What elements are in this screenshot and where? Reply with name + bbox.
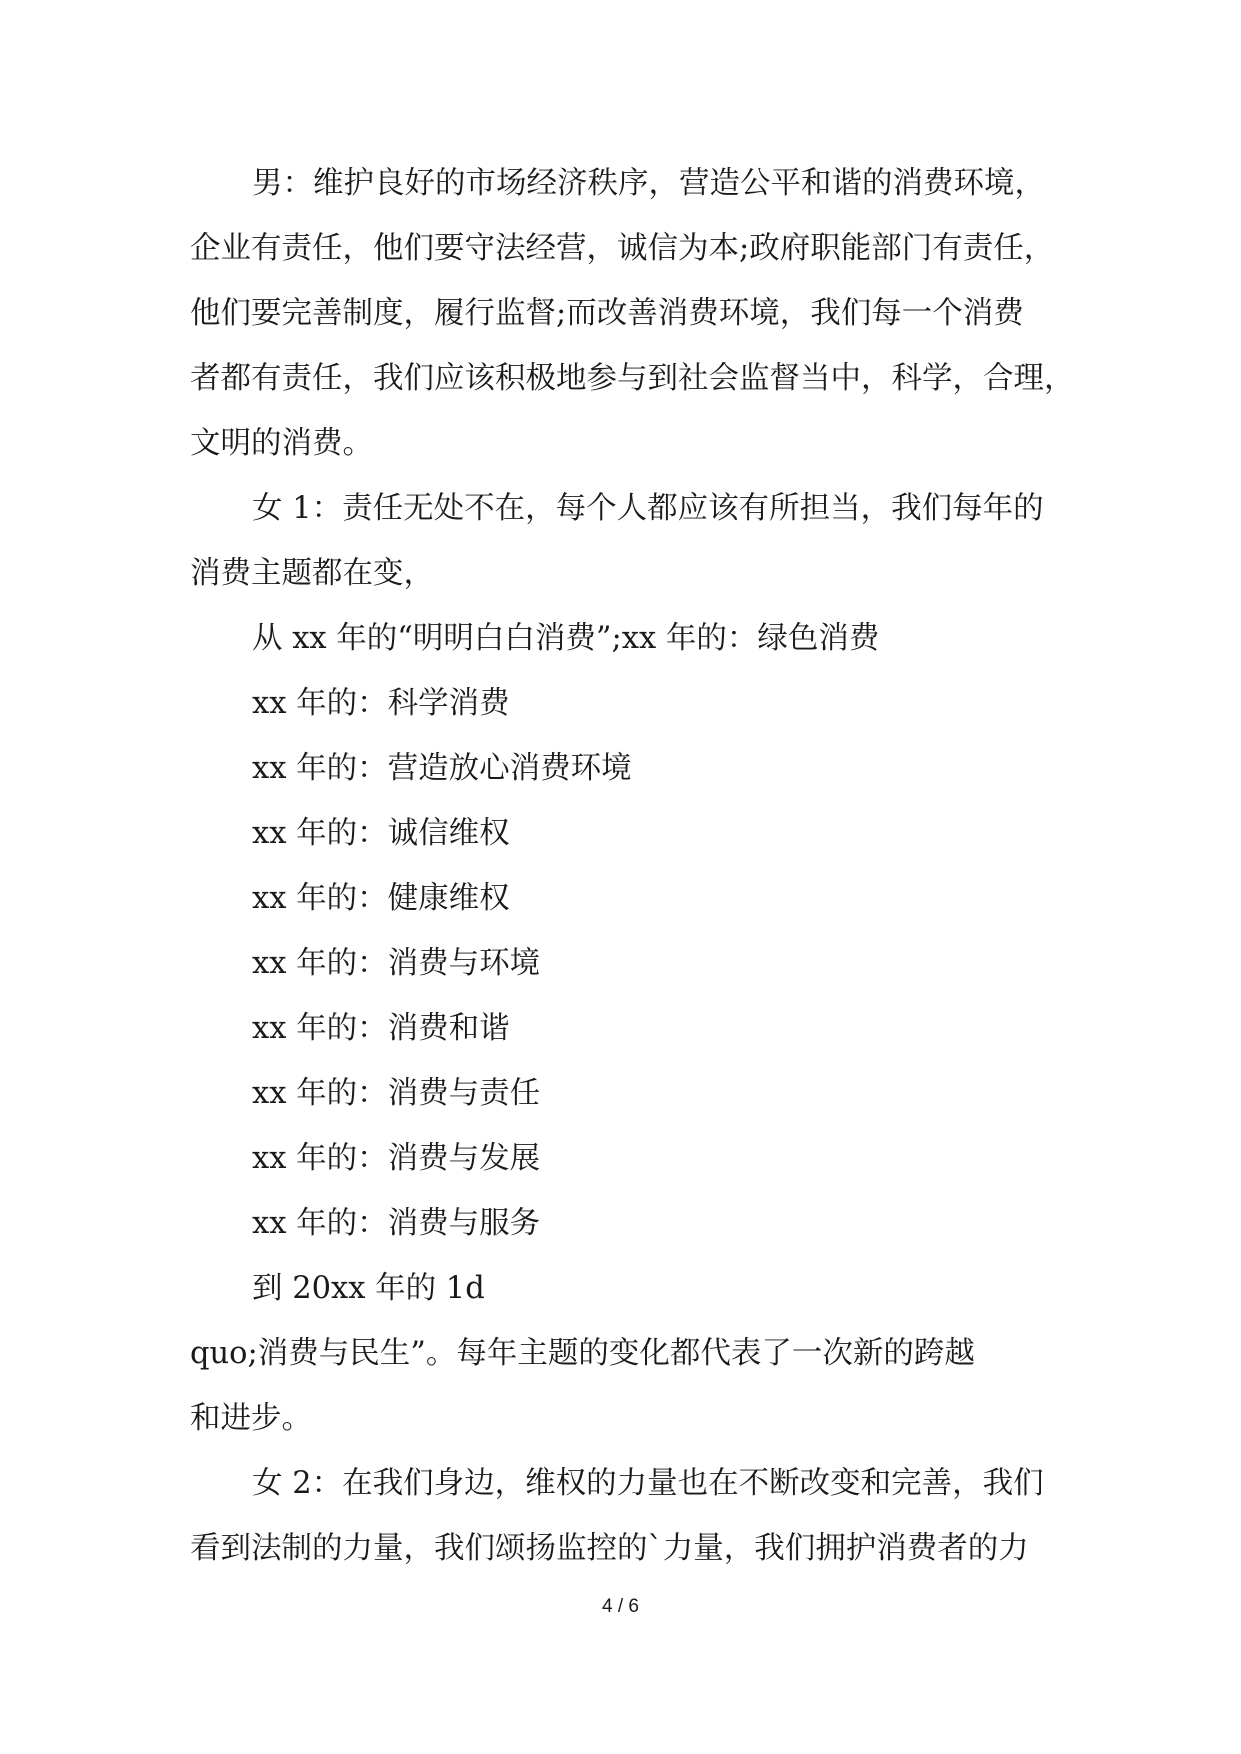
paragraph-line: 文明的消费。 xyxy=(190,426,373,461)
paragraph-line: 男：维护良好的市场经济秩序，营造公平和谐的消费环境， xyxy=(252,166,1045,201)
paragraph-line: 他们要完善制度，履行监督;而改善消费环境，我们每一个消费 xyxy=(190,296,1024,331)
page-number: 4 / 6 xyxy=(602,1596,639,1617)
paragraph-line: 企业有责任，他们要守法经营，诚信为本;政府职能部门有责任， xyxy=(190,231,1055,266)
theme-list-item: xx 年的：营造放心消费环境 xyxy=(252,751,632,786)
paragraph-line: quo;消费与民生”。每年主题的变化都代表了一次新的跨越 xyxy=(190,1336,975,1371)
theme-list-item: xx 年的：科学消费 xyxy=(252,686,510,721)
paragraph-line: 消费主题都在变， xyxy=(190,556,434,591)
paragraph-line: 女 2：在我们身边，维权的力量也在不断改变和完善，我们 xyxy=(252,1466,1044,1501)
paragraph-line: 女 1：责任无处不在，每个人都应该有所担当，我们每年的 xyxy=(252,491,1044,526)
theme-list-item: xx 年的：消费和谐 xyxy=(252,1011,510,1046)
paragraph-line: 和进步。 xyxy=(190,1401,312,1436)
theme-list-item: xx 年的：消费与服务 xyxy=(252,1206,541,1241)
paragraph-line: 到 20xx 年的 1d xyxy=(252,1271,485,1306)
theme-list-item: xx 年的：消费与发展 xyxy=(252,1141,541,1176)
theme-list-item: xx 年的：诚信维权 xyxy=(252,816,510,851)
paragraph-line: 看到法制的力量，我们颂扬监控的`力量，我们拥护消费者的力 xyxy=(190,1531,1029,1566)
paragraph-line: 从 xx 年的“明明白白消费”;xx 年的：绿色消费 xyxy=(252,621,880,656)
theme-list-item: xx 年的：消费与责任 xyxy=(252,1076,541,1111)
theme-list-item: xx 年的：消费与环境 xyxy=(252,946,541,981)
theme-list-item: xx 年的：健康维权 xyxy=(252,881,510,916)
paragraph-line: 者都有责任，我们应该积极地参与到社会监督当中，科学，合理， xyxy=(190,361,1075,396)
